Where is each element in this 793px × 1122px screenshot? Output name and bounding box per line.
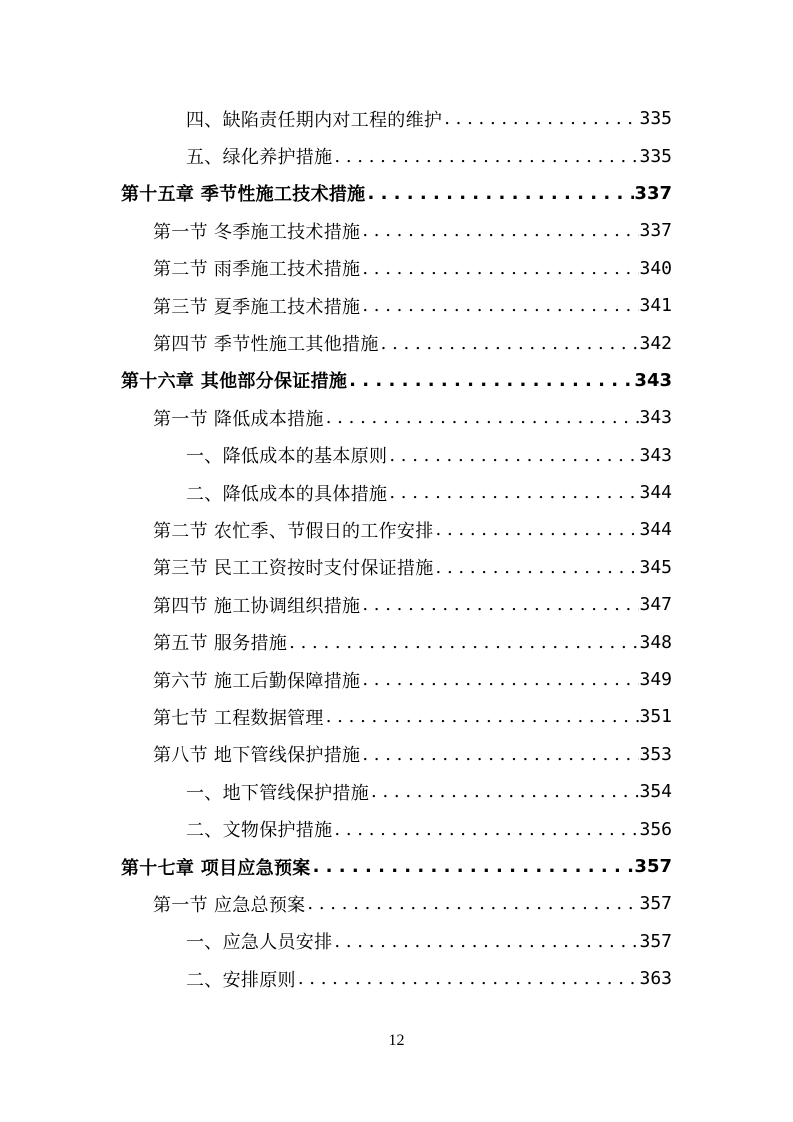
toc-entry-page: 353 [639,743,672,765]
toc-row[interactable] [0,549,793,586]
toc-entry [186,100,672,137]
toc-row[interactable] [0,250,793,287]
toc-entry-title: 二、安排原则 [186,969,296,991]
toc-entry [186,437,672,474]
toc-entry-title: 第四节 季节性施工其他措施 [153,334,379,356]
toc-entry [186,810,672,847]
toc-leader-dots [296,968,640,989]
toc-leader-dots [360,295,639,316]
toc-leader-dots [365,183,634,204]
toc-entry-page: 357 [634,856,672,877]
toc-entry [153,250,672,287]
toc-leader-dots [387,482,639,503]
toc-row[interactable] [0,287,793,324]
toc-row[interactable] [0,698,793,735]
toc-leader-dots [434,557,640,578]
toc-leader-dots [434,519,640,540]
toc-leader-dots [332,146,639,167]
toc-entry [153,324,672,361]
toc-entry [121,175,672,212]
toc-leader-dots [347,370,634,391]
toc-row[interactable] [0,511,793,548]
toc-entry [153,549,672,586]
toc-leader-dots [360,220,639,241]
toc-leader-dots [324,706,640,727]
toc-entry-title: 第十六章 其他部分保证措施 [121,371,348,393]
toc-entry-page: 343 [639,444,672,466]
toc-entry-title: 第二节 雨季施工技术措施 [153,259,361,281]
toc-leader-dots [287,632,639,653]
toc-leader-dots [360,744,639,765]
toc-row[interactable] [0,810,793,847]
toc-row[interactable] [0,100,793,137]
toc-leader-dots [324,407,640,428]
toc-row[interactable] [0,362,793,399]
toc-leader-dots [360,258,639,279]
toc-entry [121,848,672,885]
toc-entry-title: 第十七章 项目应急预案 [121,857,311,879]
toc-row[interactable] [0,848,793,885]
toc-entry-page: 341 [639,295,672,317]
toc-entry-page: 337 [634,182,672,204]
toc-leader-dots [387,445,639,466]
toc-entry [153,661,672,698]
toc-entry-page: 345 [639,556,672,578]
toc-row[interactable] [0,437,793,474]
toc-row[interactable] [0,324,793,361]
toc-entry [121,362,672,399]
toc-entry-page: 335 [639,108,672,130]
toc-entry [186,960,672,997]
toc-entry-title: 第三节 民工工资按时支付保证措施 [153,558,434,580]
toc-leader-dots [379,333,640,354]
toc-entry-page: 342 [639,332,672,354]
toc-entry [153,885,672,922]
toc-entry-page: 354 [639,781,672,803]
toc-entry-title: 第四节 施工协调组织措施 [153,595,361,617]
toc-entry-title: 五、绿化养护措施 [186,147,333,169]
toc-entry-page: 351 [639,706,672,728]
toc-entry-title: 第五节 服务措施 [153,633,288,655]
toc-row[interactable] [0,623,793,660]
toc-leader-dots [442,108,639,129]
toc-row[interactable] [0,399,793,436]
toc-entry-title: 第八节 地下管线保护措施 [153,745,361,767]
toc-row[interactable] [0,736,793,773]
toc-leader-dots [360,669,639,690]
toc-row[interactable] [0,474,793,511]
toc-entry-title: 一、应急人员安排 [186,932,333,954]
toc-entry-title: 第六节 施工后勤保障措施 [153,670,361,692]
toc-entry-title: 一、降低成本的基本原则 [186,446,388,468]
toc-row[interactable] [0,923,793,960]
toc-entry-title: 第一节 应急总预案 [153,894,306,916]
toc-leader-dots [311,856,635,877]
toc-entry-page: 343 [634,369,672,391]
toc-entry [186,923,672,960]
toc-row[interactable] [0,773,793,810]
toc-row[interactable] [0,661,793,698]
toc-entry-page: 344 [639,482,672,504]
toc-entry [153,586,672,623]
toc-entry-page: 357 [639,893,672,915]
toc-entry-title: 第一节 降低成本措施 [153,408,324,430]
toc-entry-page: 335 [639,145,672,167]
page-number: 12 [388,1032,405,1049]
toc-entry-title: 二、文物保护措施 [186,820,333,842]
toc-entry-page: 344 [639,519,672,541]
toc-entry [186,137,672,174]
toc-entry-title: 二、降低成本的具体措施 [186,483,388,505]
toc-entry-page: 340 [639,257,672,279]
toc-entry-page: 343 [639,407,672,429]
toc-entry [153,698,672,735]
toc-entry [153,399,672,436]
toc-entry-title: 第七节 工程数据管理 [153,707,324,729]
toc-leader-dots [369,781,639,802]
toc-entry-title: 一、地下管线保护措施 [186,782,369,804]
toc-entry-title: 第二节 农忙季、节假日的工作安排 [153,520,434,542]
toc-row[interactable] [0,137,793,174]
table-of-contents [0,100,793,997]
toc-entry [186,773,672,810]
toc-row[interactable] [0,212,793,249]
toc-row[interactable] [0,175,793,212]
toc-entry [186,474,672,511]
toc-row[interactable] [0,885,793,922]
toc-leader-dots [360,594,639,615]
toc-leader-dots [332,931,639,952]
toc-entry-page: 363 [639,968,672,990]
toc-leader-dots [332,819,639,840]
toc-entry-page: 357 [639,930,672,952]
toc-entry-page: 347 [639,594,672,616]
toc-entry-title: 第十五章 季节性施工技术措施 [121,184,366,206]
toc-entry-page: 356 [639,818,672,840]
toc-leader-dots [305,893,639,914]
toc-row[interactable] [0,586,793,623]
toc-entry-page: 348 [639,631,672,653]
toc-entry [153,623,672,660]
toc-entry-page: 337 [639,220,672,242]
toc-entry-page: 349 [639,669,672,691]
toc-entry-title: 第三节 夏季施工技术措施 [153,296,361,318]
toc-entry-title: 第一节 冬季施工技术措施 [153,221,361,243]
toc-row[interactable] [0,960,793,997]
toc-entry [153,287,672,324]
toc-entry [153,511,672,548]
toc-entry-title: 四、缺陷责任期内对工程的维护 [186,109,443,131]
toc-entry [153,212,672,249]
toc-entry [153,736,672,773]
